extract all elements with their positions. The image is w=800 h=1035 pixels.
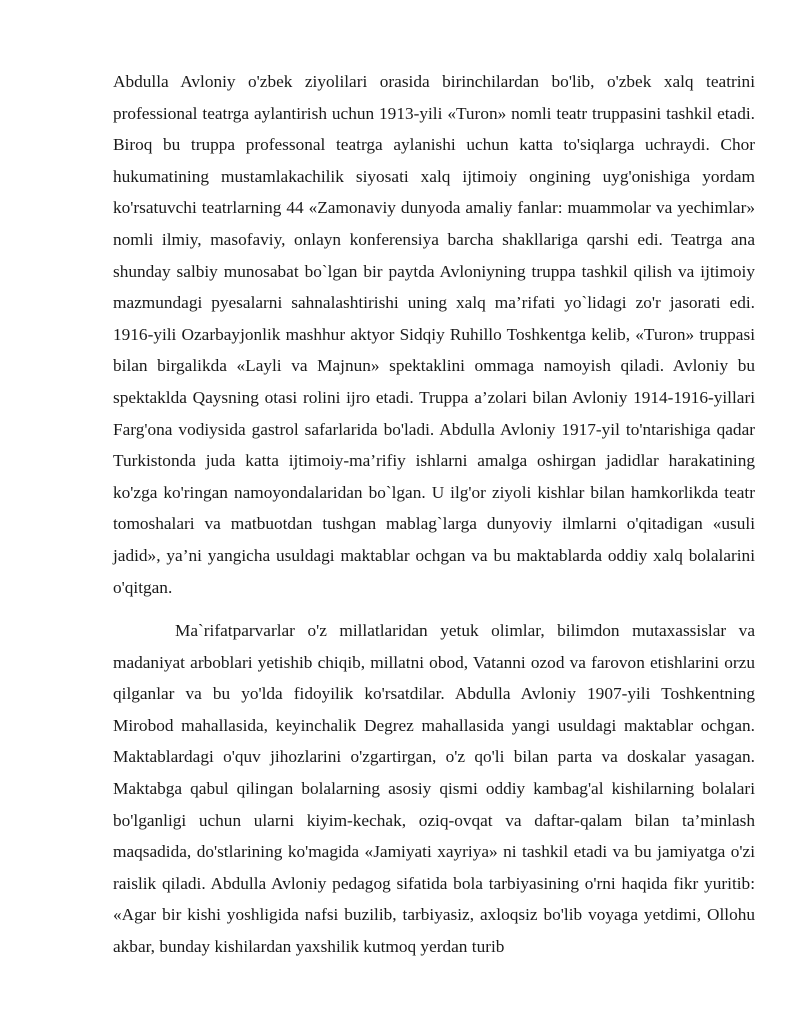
paragraph-1: Abdulla Avloniy o'zbek ziyolilari orasida birinchilardan bo'lib, o'zbek xalq teatrini professional teatrga aylantirish uchun 1913-yili «Turon» nomli teatr truppasini tashkil etadi. Biroq bu truppa professonal teatrga aylanishi uchun katta to'siqlarga uchraydi. Chor hukumatining mustamlakachilik siyosati xalq ijtimoiy ongining uyg'onishiga yordam ko'rsatuvchi teatrlarning 44 «Zamonaviy dunyoda amaliy fanlar: muammolar va yechimlar» nomli ilmiy, masofaviy, onlayn konferensiya barcha shakllariga qarshi edi. Teatrga ana shunday salbiy munosabat bo`lgan bir paytda Avloniyning truppa tashkil qilish va ijtimoiy mazmundagi pyesalarni sahnalashtirishi uning xalq ma’rifati yo`lidagi zo'r jasorati edi. 1916-yili Ozarbayjonlik mashhur aktyor Sidqiy Ruhillo Toshkentga kelib, «Turon» truppasi bilan birgalikda «Layli va Majnun» spektaklini ommaga namoyish qiladi. Avloniy bu spektaklda Qaysning otasi rolini ijro etadi. Truppa a’zolari bilan Avloniy 1914-1916-yillari Farg'ona vodiysida gastrol safarlarida bo'ladi. Abdulla Avloniy 1917-yil to'ntarishiga qadar Turkistonda juda katta ijtimoiy-ma’rifiy ishlarni amalga oshirgan jadidlar harakatining ko'zga ko'ringan namoyondalaridan bo`lgan. U ilg'or ziyoli kishlar bilan hamkorlikda teatr tomoshalari va matbuotdan tushgan mablag`larga dunyoviy ilmlarni o'qitadigan «usuli jadid», ya’ni yangicha usuldagi maktablar ochgan va bu maktablarda oddiy xalq bolalarini o'qitgan. <box>113 72 755 597</box>
document-page <box>113 66 755 963</box>
paragraph-2: Ma`rifatparvarlar o'z millatlaridan yetuk olimlar, bilimdon mutaxassislar va madaniyat arboblari yetishib chiqib, millatni obod, Vatanni ozod va farovon etishlarini orzu qilganlar va bu yo'lda fidoyilik ko'rsatdilar. Abdulla Avloniy 1907-yili Toshkentning Mirobod mahallasida, keyinchalik Degrez mahallasida yangi usuldagi maktablar ochgan. Maktablardagi o'quv jihozlarini o'zgartirgan, o'z qo'li bilan parta va doskalar yasagan. Maktabga qabul qilingan bolalarning asosiy qismi oddiy kambag'al kishilarning bolalari bo'lganligi uchun ularni kiyim-kechak, oziq-ovqat va daftar-qalam bilan ta’minlash maqsadida, do'stlarining ko'magida «Jamiyati xayriya» ni tashkil etadi va bu jamiyatga o'zi raislik qiladi. Abdulla Avloniy pedagog sifatida bola tarbiyasining o'rni haqida fikr yuritib: «Agar bir kishi yoshligida nafsi buzilib, tarbiyasiz, axloqsiz bo'lib voyaga yetdimi, Ollohu akbar, bunday kishilardan yaxshilik kutmoq yerdan turib <box>113 621 755 957</box>
